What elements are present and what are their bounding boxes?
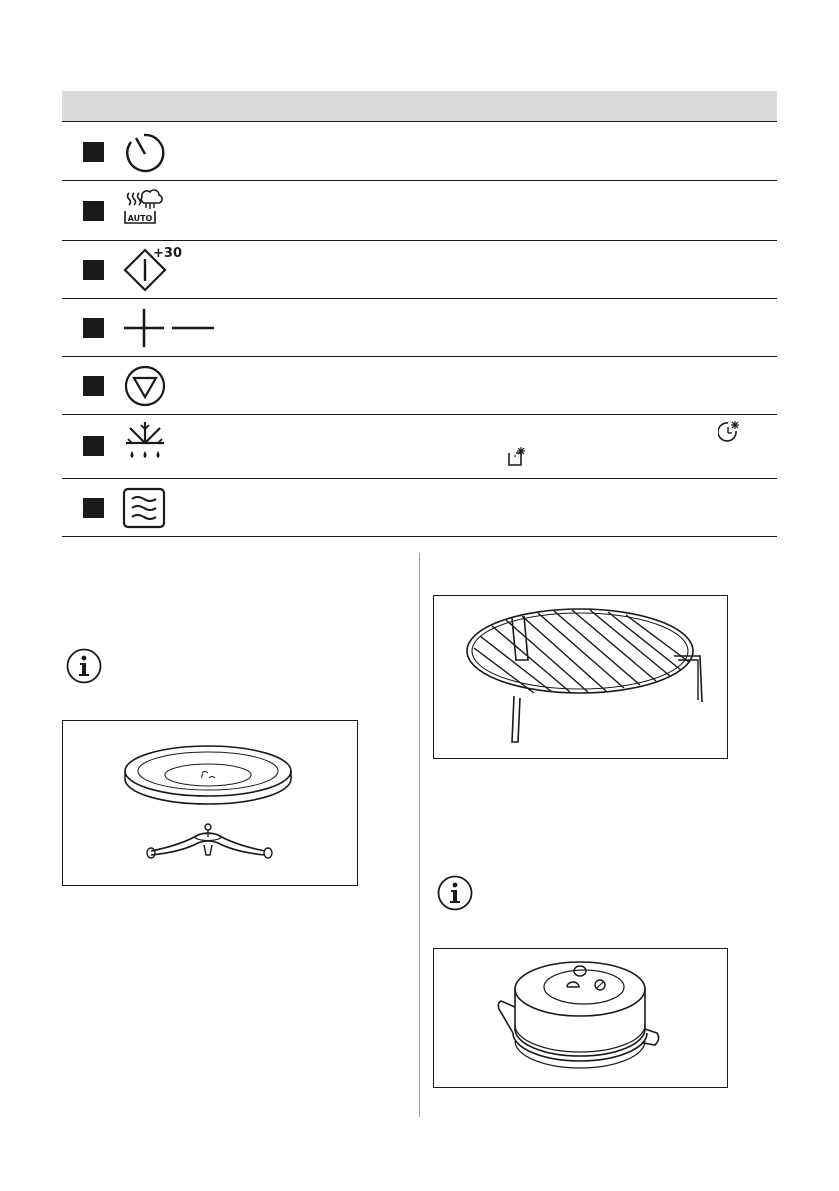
svg-text:AUTO: AUTO xyxy=(127,214,153,223)
column-divider xyxy=(419,553,420,1117)
table-row xyxy=(62,181,777,241)
row-marker xyxy=(83,201,104,221)
row-marker xyxy=(83,318,104,338)
defrost-weight-icon xyxy=(506,445,530,469)
microwave-power-icon xyxy=(122,487,168,531)
defrost-icon xyxy=(122,419,168,467)
plus-30-badge: +30 xyxy=(153,246,182,261)
table-header xyxy=(62,91,777,122)
info-icon xyxy=(66,648,102,684)
crisp-dish-figure xyxy=(433,948,728,1088)
table-row xyxy=(62,122,777,181)
info-icon xyxy=(437,875,473,911)
crisp-dish-illustration xyxy=(434,949,727,1087)
grill-rack-illustration xyxy=(434,596,727,758)
table-row xyxy=(62,415,777,479)
plus-minus-icon xyxy=(122,307,218,347)
grill-rack-figure xyxy=(433,595,728,759)
table-row xyxy=(62,299,777,357)
turntable-illustration xyxy=(63,721,357,885)
row-marker xyxy=(83,142,104,162)
stop-icon xyxy=(122,364,168,408)
turntable-figure xyxy=(62,720,358,886)
defrost-time-icon xyxy=(718,419,746,445)
steam-auto-icon xyxy=(122,185,168,229)
timer-icon xyxy=(122,130,168,174)
row-marker xyxy=(83,436,104,456)
row-marker xyxy=(83,260,104,280)
row-marker xyxy=(83,376,104,396)
row-marker xyxy=(83,498,104,518)
table-row xyxy=(62,357,777,415)
table-row xyxy=(62,479,777,537)
table-row xyxy=(62,241,777,299)
